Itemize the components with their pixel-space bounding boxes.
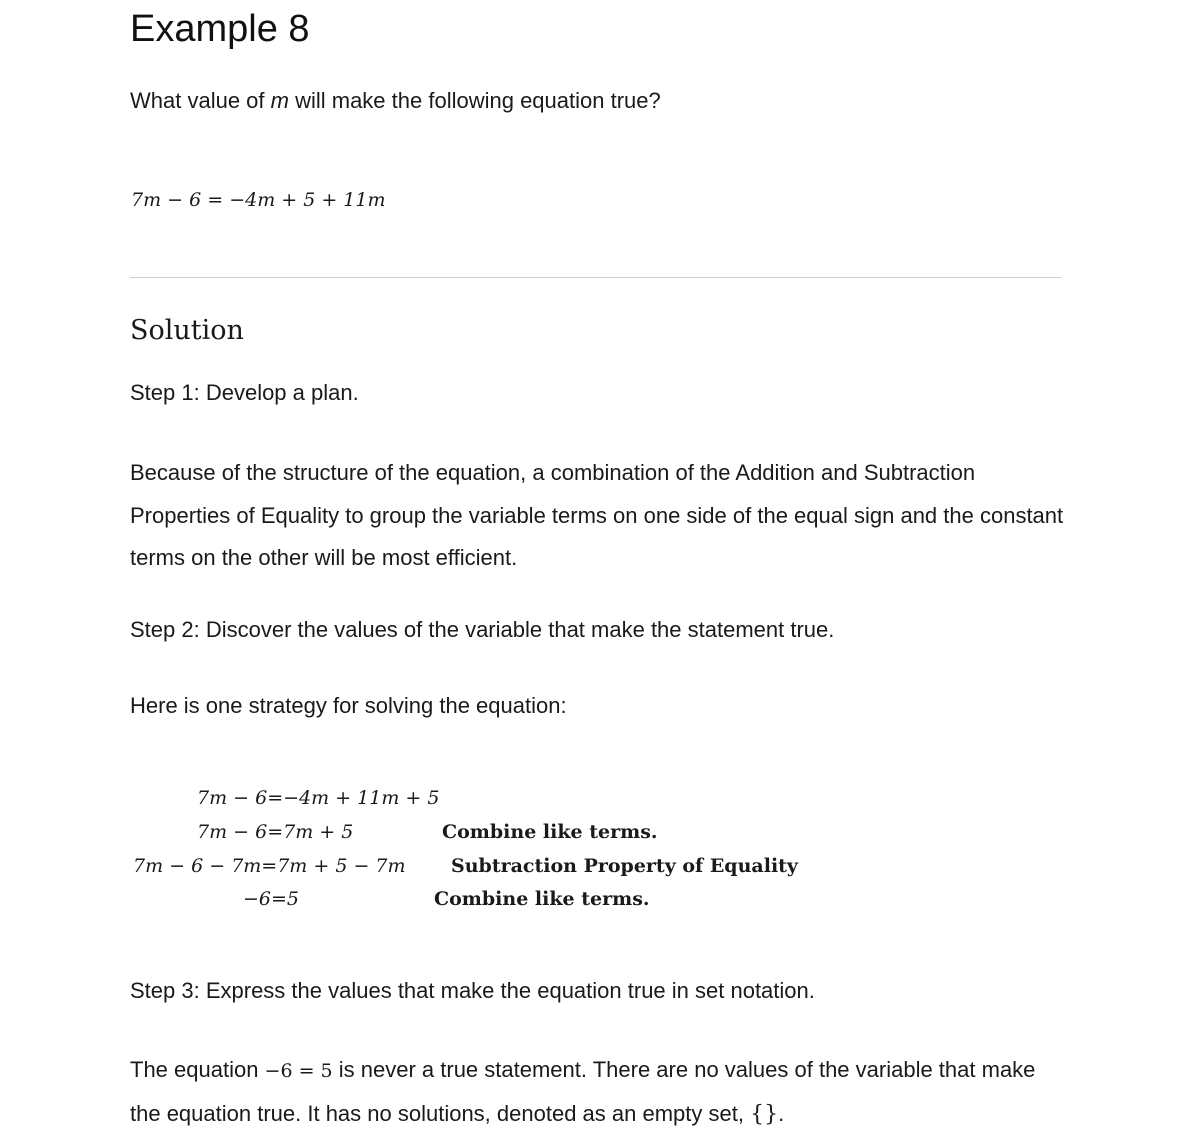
conclusion-after: is never a true statement. There are no values of the variable that make the equation true. It has no solutions, denoted as an empty set,: [130, 1057, 1036, 1126]
step-2-heading: Step 2: Discover the values of the variable that make the statement true.: [130, 617, 835, 642]
given-equation: 7m − 6 = −4m + 5 + 11m: [131, 189, 386, 211]
work-line-3-math: 7m − 6 − 7m=7m + 5 − 7m: [133, 855, 406, 877]
page-title: Example 8: [130, 8, 310, 50]
step-3-heading: Step 3: Express the values that make the equation true in set notation.: [130, 978, 815, 1003]
work-line-2-math: 7m − 6=7m + 5: [197, 821, 354, 843]
conclusion-paragraph: [130, 1049, 1070, 1136]
work-line-4-note: Combine like terms.: [434, 888, 650, 910]
question-variable: m: [270, 88, 289, 113]
empty-set-symbol: {}: [750, 1101, 779, 1127]
plan-paragraph: Because of the structure of the equation, a combination of the Addition and Subtraction Properties of Equality to group the variable terms on one side of the equal sign and the constant terms on the other will be most efficient.: [130, 460, 1064, 570]
solution-heading: Solution: [130, 315, 244, 346]
conclusion-before: The equation: [130, 1057, 265, 1082]
conclusion-math: −6 = 5: [264, 1060, 333, 1082]
step-1-heading: Step 1: Develop a plan.: [130, 380, 359, 405]
work-line-2-note: Combine like terms.: [442, 821, 658, 843]
strategy-intro: Here is one strategy for solving the equation:: [130, 693, 567, 718]
work-line-3-note: Subtraction Property of Equality: [451, 855, 798, 877]
work-line-1-math: 7m − 6=−4m + 11m + 5: [197, 787, 440, 809]
conclusion-end: .: [778, 1100, 785, 1126]
section-divider: [130, 277, 1061, 278]
question-after: will make the following equation true?: [288, 88, 661, 113]
question-text: [130, 88, 661, 114]
question-before: What value of: [130, 88, 271, 113]
work-line-4-math: −6=5: [243, 888, 300, 910]
